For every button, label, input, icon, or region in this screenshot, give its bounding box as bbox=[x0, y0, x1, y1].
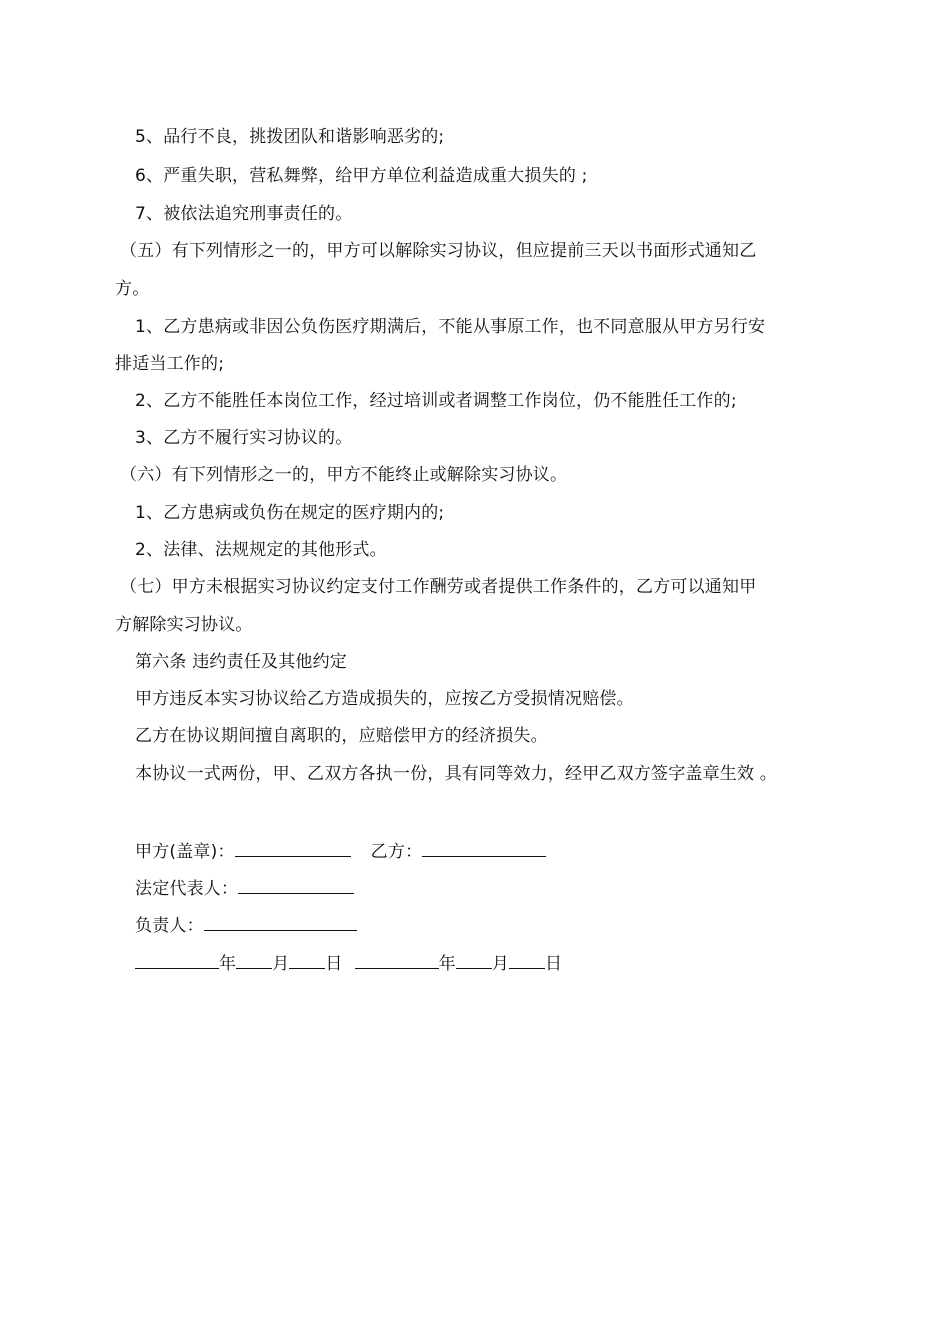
date-a-year: 年 bbox=[219, 954, 237, 974]
date-b-year: 年 bbox=[438, 954, 456, 974]
signature-row-legal-rep bbox=[135, 876, 354, 899]
clause-line: 1、乙方患病或负伤在规定的医疗期内的; bbox=[135, 503, 445, 523]
clause-line: 6、严重失职，营私舞弊，给甲方单位利益造成重大损失的 ; bbox=[135, 166, 588, 186]
date-a-month: 月 bbox=[272, 954, 290, 974]
party-b-blank bbox=[422, 839, 546, 857]
party-b-label: 乙方： bbox=[370, 842, 423, 862]
date-b-month: 月 bbox=[491, 954, 510, 974]
clause-line: 甲方违反本实习协议给乙方造成损失的，应按乙方受损情况赔偿。 bbox=[135, 689, 634, 709]
responsible-blank bbox=[204, 913, 357, 931]
section-heading: 第六条 违约责任及其他约定 bbox=[135, 652, 348, 672]
clause-line: 方解除实习协议。 bbox=[115, 615, 253, 635]
clause-line: 本协议一式两份，甲、乙双方各执一份，具有同等效力，经甲乙双方签字盖章生效 。 bbox=[135, 764, 778, 784]
date-b-day-blank bbox=[509, 951, 545, 969]
clause-line: 3、乙方不履行实习协议的。 bbox=[135, 428, 353, 448]
party-a-label: 甲方(盖章)： bbox=[135, 842, 235, 862]
clause-line: 7、被依法追究刑事责任的。 bbox=[135, 204, 353, 224]
date-b-year-blank bbox=[355, 951, 439, 969]
signature-row-parties bbox=[135, 839, 546, 862]
clause-line: 1、乙方患病或非因公负伤医疗期满后，不能从事原工作，也不同意服从甲方另行安 bbox=[135, 317, 766, 337]
clause-line: 乙方在协议期间擅自离职的，应赔偿甲方的经济损失。 bbox=[135, 726, 548, 746]
clause-line: 5、品行不良，挑拨团队和谐影响恶劣的; bbox=[135, 127, 445, 147]
clause-line: 2、乙方不能胜任本岗位工作，经过培训或者调整工作岗位，仍不能胜任工作的; bbox=[135, 391, 737, 411]
date-a-day: 日 bbox=[325, 954, 343, 974]
clause-line: （七）甲方未根据实习协议约定支付工作酬劳或者提供工作条件的，乙方可以通知甲 bbox=[120, 577, 757, 597]
clause-line: 排适当工作的; bbox=[115, 354, 225, 374]
signature-row-dates bbox=[135, 951, 562, 974]
date-a-year-blank bbox=[135, 951, 219, 969]
clause-line: 2、法律、法规规定的其他形式。 bbox=[135, 540, 387, 560]
clause-line: 方。 bbox=[115, 279, 150, 299]
party-a-blank bbox=[235, 839, 351, 857]
date-a-day-blank bbox=[289, 951, 325, 969]
clause-line: （五）有下列情形之一的，甲方可以解除实习协议，但应提前三天以书面形式通知乙 bbox=[120, 241, 757, 261]
date-b-month-blank bbox=[456, 951, 492, 969]
date-b-day: 日 bbox=[545, 954, 563, 974]
signature-row-responsible bbox=[135, 913, 357, 936]
date-a-month-blank bbox=[236, 951, 272, 969]
clause-line: （六）有下列情形之一的，甲方不能终止或解除实习协议。 bbox=[120, 465, 568, 485]
legal-rep-label: 法定代表人： bbox=[135, 879, 239, 899]
legal-rep-blank bbox=[238, 876, 354, 894]
responsible-label: 负责人： bbox=[135, 916, 204, 936]
